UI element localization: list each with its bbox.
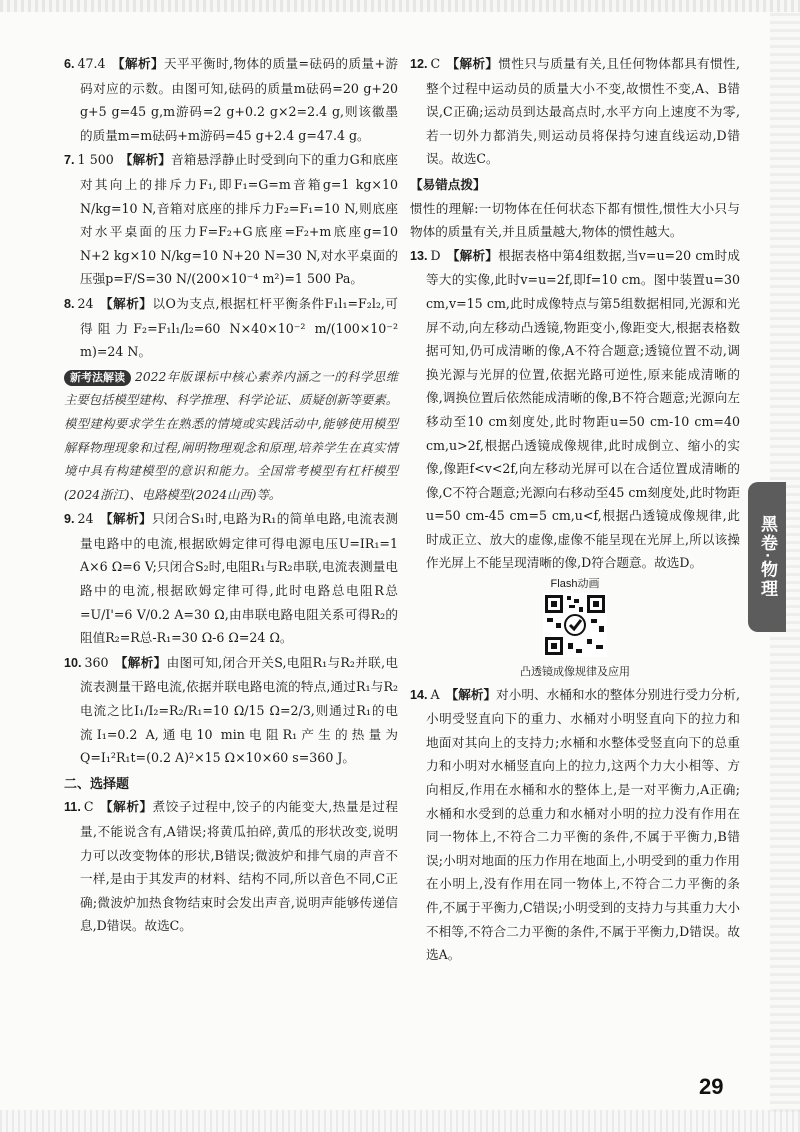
answer-value: 24 [77,295,94,311]
scan-edge-top [0,0,800,12]
easy-error-title: 【易错点拨】 [410,176,486,192]
answer-value: 1 500 [77,152,114,168]
question-number: 14. [410,687,428,702]
left-column [64,52,398,939]
analysis-text: 对小明、水桶和水的整体分别进行受力分析,小明受竖直向下的重力、水桶对小明竖直向下的拉力和地面对其向上的支持力;水桶和水整体受竖直向下的总重力和小明对水桶竖直向上的拉力,这两个力大小相等、方向相反,作用在水桶和水的整体上,是一对平衡力,A正确;水桶和水受到的总重力和水桶对小明的拉力没有作用在同一物体上,不符合二力平衡的条件,不属于平衡力,B错误;小明对地面的压力作用在地面上,小明受到的重力作用在小明上,没有作用在同一物体上,不符合二力平衡的条件,不属于平衡力,C错误;小明受到的支持力与其重力大小不相等,不符合二力平衡的条件,不属于平衡力,D错误。故选A。 [426,686,740,963]
answer-item-7 [64,148,398,291]
analysis-tag: 【解析】 [114,654,167,670]
analysis-text: 以O为支点,根据杠杆平衡条件F₁l₁=F₂l₂,可得阻力F₂=F₁l₁/l₂=60 N×40×10⁻² m/(100×10⁻² m)=24 N。 [80,295,399,360]
answer-item-14 [410,683,740,967]
qr-title: Flash动画 [550,578,600,591]
analysis-tag: 【解析】 [99,511,153,527]
answer-value: A [430,686,440,702]
analysis-text: 由图可知,闭合开关S,电阻R₁与R₂并联,电流表测量干路电流,依据并联电路电流的特点,通过R₁与R₂电流之比I₁/I₂=R₂/R₁=10 Ω/15 Ω=2/3,则通过R₁的电流I₁=0.2 A,通电10 min电阻R₁产生的热量为Q=I₁²R₁t=(0.2 A)²×15 Ω×10×60 s=360 J。 [80,654,399,766]
analysis-tag: 【解析】 [99,295,153,311]
question-number: 13. [410,248,428,263]
analysis-tag: 【解析】 [445,686,497,702]
analysis-text: 天平平衡时,物体的质量=砝码的质量+游码对应的示数。由图可知,砝码的质量m砝码=20 g+20 g+5 g=45 g,m游码=2 g+0.2 g×2=2.4 g,则该徽墨的质量m=m砝码+m游码=45 g+2.4 g=47.4 g。 [80,56,399,143]
analysis-text: 只闭合S₁时,电路为R₁的简单电路,电流表测量电路中的电流,根据欧姆定律可得电源电压U=IR₁=1 A×6 Ω=6 V;只闭合S₂时,电阻R₁与R₂串联,电流表测量电路中的电流,根据欧姆定律可得,此时电路总电阻R总=U/I'=6 V/0.2 A=30 Ω,由串联电路电阻关系可得R₂的阻值R₂=R总-R₁=30 Ω-6 Ω=24 Ω。 [80,511,399,646]
analysis-tag: 【解析】 [111,56,164,71]
analysis-text: 音箱悬浮静止时受到向下的重力G和底座对其向上的排斥力F₁,即F₁=G=m音箱g=1 kg×10 N/kg=10 N,音箱对底座的排斥力F₂=F₁=10 N,则底座对水平桌面的压力F=F₂+G底座=F₂+m底座g=10 N+2 kg×10 N/kg=10 N+20 N=30 N,对水平桌面的压强p=F/S=30 N/(200×10⁻⁴ m²)=1 500 Pa。 [80,152,399,287]
question-number: 8. [64,296,75,311]
answer-item-13 [410,244,740,575]
right-column [410,52,740,968]
question-number: 10. [64,655,82,670]
new-exam-interpretation [64,366,398,508]
answer-value: C [83,799,94,815]
qr-block [410,577,740,679]
question-number: 7. [64,153,75,168]
answer-value: 47.4 [77,56,106,71]
answer-value: 360 [84,654,109,670]
answer-item-6 [64,52,398,147]
answer-item-10 [64,651,398,770]
answer-value: D [430,247,441,263]
analysis-tag: 【解析】 [99,799,153,815]
page-number: 29 [699,1074,724,1099]
analysis-text: 根据表格中第4组数据,当v=u=20 cm时成等大的实像,此时v=u=2f,即f=10 cm。图中装置u=30 cm,v=15 cm,此时成像特点与第5组数据相同,光源和光屏不动,向左移动凸透镜,物距变小,像距变大,根据表格数据可知,仍可成清晰的像,A不符合题意;透镜位置不动,调换光源与光屏的位置,依据光路可逆性,原来能成清晰的像,调换位置后依然能成清晰的像,B不符合题意;光源向左移动至10 cm刻度处,此时物距u=50 cm-10 cm=40 cm,u>2f,根据凸透镜成像规律,此时成倒立、缩小的实像,像距f<v<2f,向左移动光屏可以在合适位置成清晰的像,C不符合题意;光源向右移动至45 cm刻度处,此时物距u=50 cm-45 cm=5 cm,u<f,根据凸透镜成像规律,此时成正立、放大的虚像,虚像不能呈现在光屏上,所以该操作光屏上不能呈现清晰的像,D符合题意。故选D。 [426,247,740,571]
answer-item-11 [64,795,398,938]
qr-caption: 凸透镜成像规律及应用 [520,665,630,678]
question-number: 11. [64,800,81,815]
analysis-tag: 【解析】 [119,152,171,168]
subject-side-tab: 黑卷·物理 [748,482,786,632]
analysis-tag: 【解析】 [446,247,499,263]
new-exam-text: 2022年版课标中核心素养内涵之一的科学思维主要包括模型建构、科学推理、科学论证、质疑创新等要素。模型建构要求学生在熟悉的情境或实践活动中,能够使用模型解释物理现象和过程,阐明物理观念和原理,培养学生在真实情境中具有构建模型的意识和能力。全国常考模型有杠杆模型(2024浙江)、电路模型(2024山西)等。 [64,369,398,502]
easy-error-text: 惯性的理解:一切物体在任何状态下都有惯性,惯性大小只与物体的质量有关,并且质量越大,物体的惯性越大。 [410,200,740,240]
new-exam-badge: 新考法解读 [64,370,131,386]
scan-edge-bottom [0,1110,800,1132]
answer-value: C [430,56,441,71]
answer-item-12 [410,52,740,171]
analysis-text: 煮饺子过程中,饺子的内能变大,热量是过程量,不能说含有,A错误;将黄瓜拍碎,黄瓜的形状改变,说明力可以改变物体的形状,B错误;微波炉和排气扇的声音不一样,是由于其发声的材料、结构不同,所以音色不同,C正确;微波炉加热食物结束时会发出声音,说明声能够传递信息,D错误。故选C。 [80,799,398,934]
answer-item-8 [64,292,398,364]
analysis-tag: 【解析】 [446,56,499,71]
qr-code-icon[interactable] [543,593,607,657]
answer-item-9 [64,507,398,650]
answer-value: 24 [77,511,94,527]
section-title: 二、选择题 [64,775,130,791]
question-number: 9. [64,512,75,527]
question-number: 6. [64,57,75,71]
analysis-text: 惯性只与质量有关,且任何物体都具有惯性,整个过程中运动员的质量大小不变,故惯性不变,A、B错误,C正确;运动员到达最高点时,水平方向上速度不为零,若一切外力都消失,则运动员将保持匀速直线运动,D错误。故选C。 [426,56,740,167]
question-number: 12. [410,57,428,71]
